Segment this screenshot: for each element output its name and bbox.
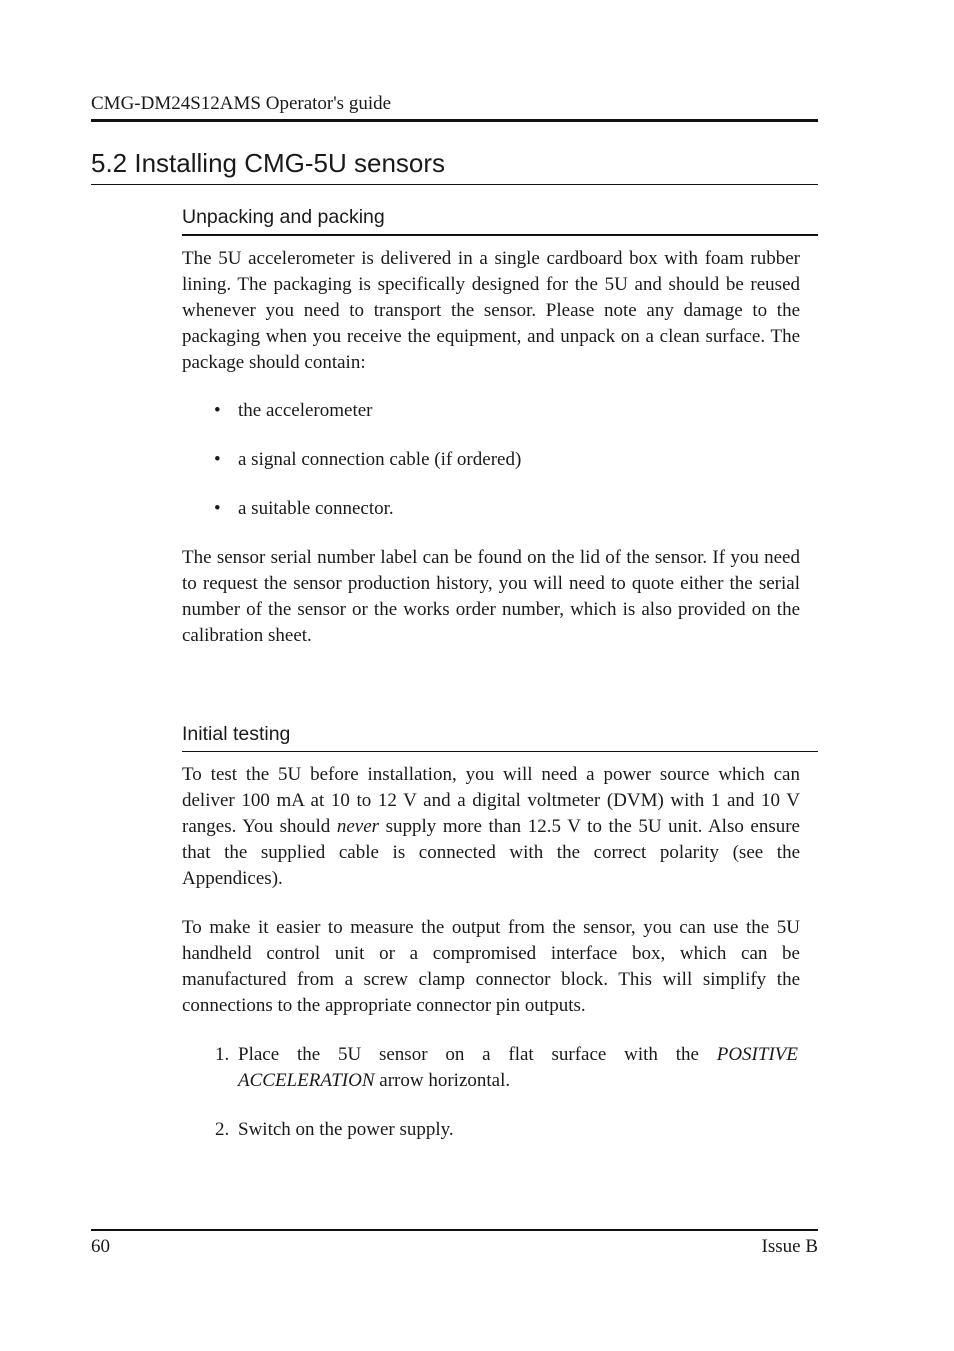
step-switch-on-power: Switch on the power supply. [238,1119,454,1140]
serial-number-paragraph: The sensor serial number label can be found on the lid of the sensor. If you need to request the sensor production history, you will need to quote either the serial number of the sensor or the works order number, which is also provided on the calibration sheet. [182,547,800,646]
step-number: 2. [215,1119,230,1140]
step-text: Place the 5U sensor on a flat surface with the [238,1044,717,1065]
bullet-marker: • [214,498,221,519]
testing-requirements-paragraph [182,762,800,892]
package-item-cable: a signal connection cable (if ordered) [238,449,522,470]
bullet-marker: • [214,400,221,421]
emphasis-positive-acceleration: POSITIVE ACCELERATION [238,1044,798,1091]
subheading-initial-testing-rule [182,751,818,752]
page-number: 60 [91,1236,110,1257]
emphasis-never: never [336,816,380,837]
interface-box-paragraph: To make it easier to measure the output from the sensor, you can use the 5U handheld control unit or a compromised interface box, which can be manufactured from a screw clamp connector block. This will simplify the connections to the appropriate connector pin outputs. [182,917,800,1016]
subheading-initial-testing: Initial testing [182,723,291,745]
subheading-unpacking: Unpacking and packing [182,206,385,228]
step-text: arrow horizontal. [374,1070,511,1091]
subheading-unpacking-rule [182,234,818,236]
testing-para-text: supply more than 12.5 V to the 5U unit. Also ensure that the supplied cable is connected with the correct polarity (see the Appendices). [182,816,800,889]
section-title: 5.2 Installing CMG-5U sensors [91,148,446,178]
header-rule [91,119,818,122]
bullet-marker: • [214,449,221,470]
running-header: CMG-DM24S12AMS Operator's guide [91,93,392,114]
package-item-accelerometer: the accelerometer [238,400,373,421]
unpacking-intro-paragraph: The 5U accelerometer is delivered in a single cardboard box with foam rubber lining. The packaging is specifically designed for the 5U and should be reused whenever you need to transport the sensor. Please note any damage to the packaging when you receive the equipment, and unpack on a clean surface. The package should contain: [182,248,800,373]
testing-para-text: To test the 5U before installation, you will need a power source which can deliver 100 mA at 10 to 12 V and a digital voltmeter (DVM) with 1 and 10 V ranges. You should [182,764,800,837]
package-item-connector: a suitable connector. [238,498,394,519]
issue-label: Issue B [761,1236,818,1257]
step-number: 1. [215,1044,230,1065]
step-place-sensor [238,1042,798,1094]
section-rule [91,184,818,185]
footer-rule [91,1229,818,1231]
